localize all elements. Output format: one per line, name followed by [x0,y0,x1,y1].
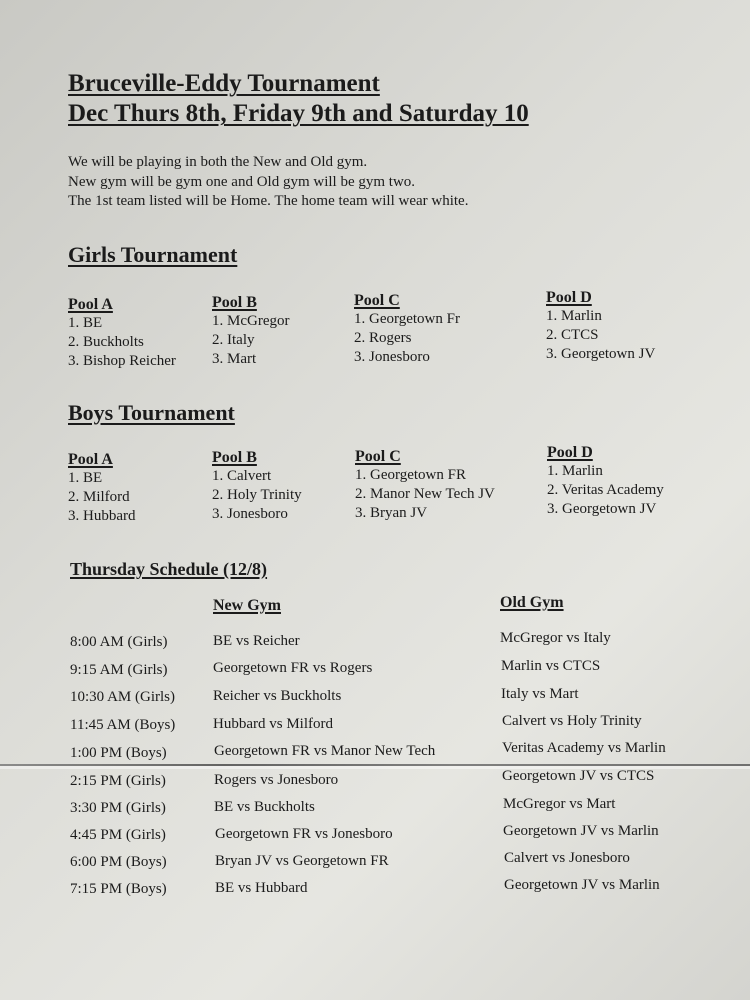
intro-line-1: We will be playing in both the New and Old gym. [68,154,368,170]
pool-team: 3. Georgetown JV [546,346,656,362]
schedule-new-gym-game: Georgetown FR vs Jonesboro [215,826,393,842]
pool-team: 1. Georgetown Fr [354,311,460,327]
boys-pool-a [68,450,136,526]
schedule-time: 4:45 PM (Girls) [70,827,166,843]
girls-pool-b [212,293,289,369]
schedule-old-gym-game: Georgetown JV vs CTCS [502,768,655,784]
pool-team: 2. Italy [212,332,255,348]
schedule-time: 10:30 AM (Girls) [70,689,175,705]
girls-tournament-heading: Girls Tournament [68,242,238,267]
schedule-old-gym-game: Veritas Academy vs Marlin [502,740,666,756]
pool-team: 2. Holy Trinity [212,487,302,503]
pool-team: 3. Bryan JV [355,505,428,521]
pool-heading: Pool D [547,444,593,461]
pool-team: 2. Rogers [354,330,412,346]
pool-team: 1. Calvert [212,468,272,484]
girls-pool-a [68,295,176,371]
pool-team: 3. Jonesboro [212,506,288,522]
pool-team: 2. Veritas Academy [547,482,664,498]
schedule-time: 2:15 PM (Girls) [70,773,166,789]
pool-team: 2. Buckholts [68,334,144,350]
pool-team: 2. Manor New Tech JV [355,486,495,502]
paper-fold-highlight [0,766,750,769]
pool-heading: Pool B [212,449,257,466]
title-line-1: Bruceville-Eddy Tournament [68,70,380,97]
pool-team: 3. Hubbard [68,508,136,524]
schedule-new-gym-game: Rogers vs Jonesboro [214,772,339,788]
schedule-old-gym-game: Calvert vs Holy Trinity [502,713,642,729]
boys-pool-c [355,447,495,523]
title-line-2: Dec Thurs 8th, Friday 9th and Saturday 10 [68,100,529,127]
schedule-title: Thursday Schedule (12/8) [70,559,268,579]
pool-heading: Pool C [354,292,400,309]
schedule-time: 3:30 PM (Girls) [70,800,166,816]
schedule-new-gym-game: BE vs Buckholts [214,799,315,815]
schedule-new-gym-game: Georgetown FR vs Rogers [213,660,373,676]
schedule-old-gym-game: Italy vs Mart [501,686,579,702]
schedule-old-gym-game: McGregor vs Italy [500,630,611,646]
pool-team: 1. BE [68,315,103,331]
pool-heading: Pool B [212,294,257,311]
schedule-new-gym-game: Georgetown FR vs Manor New Tech [214,743,436,759]
intro-line-3: The 1st team listed will be Home. The home team will wear white. [68,193,469,209]
schedule-time: 11:45 AM (Boys) [70,717,176,733]
pool-team: 1. McGregor [212,313,290,329]
schedule-new-gym-game: Bryan JV vs Georgetown FR [215,853,389,869]
schedule-time: 7:15 PM (Boys) [70,881,167,897]
pool-team: 1. Marlin [546,308,602,324]
old-gym-heading: Old Gym [500,594,564,611]
pool-team: 1. Georgetown FR [355,467,466,483]
new-gym-heading: New Gym [213,597,281,614]
pool-team: 3. Bishop Reicher [68,353,176,369]
pool-heading: Pool A [68,296,113,313]
pool-team: 3. Georgetown JV [547,501,657,517]
schedule-old-gym-game: Georgetown JV vs Marlin [503,823,659,839]
schedule-time: 8:00 AM (Girls) [70,634,168,650]
pool-team: 2. CTCS [546,327,599,343]
pool-team: 3. Mart [212,351,257,367]
schedule-old-gym-game: Calvert vs Jonesboro [504,850,630,866]
schedule-time: 6:00 PM (Boys) [70,854,167,870]
pool-team: 1. Marlin [547,463,603,479]
schedule-old-gym-game: Marlin vs CTCS [501,658,601,674]
schedule-time: 1:00 PM (Boys) [70,745,167,761]
schedule-time: 9:15 AM (Girls) [70,662,168,678]
schedule-new-gym-game: BE vs Reicher [213,633,300,649]
girls-pool-d [546,288,655,364]
pool-team: 2. Milford [68,489,130,505]
schedule-new-gym-game: BE vs Hubbard [215,880,308,896]
schedule-old-gym-game: Georgetown JV vs Marlin [504,877,660,893]
pool-team: 1. BE [68,470,103,486]
pool-heading: Pool C [355,448,401,465]
intro-line-2: New gym will be gym one and Old gym will be gym two. [68,174,416,190]
boys-tournament-heading: Boys Tournament [68,400,235,425]
schedule-new-gym-game: Hubbard vs Milford [213,716,333,732]
girls-pool-c [354,291,460,367]
boys-pool-d [547,443,664,519]
schedule-old-gym-game: McGregor vs Mart [503,796,616,812]
pool-heading: Pool A [68,451,113,468]
schedule-new-gym-game: Reicher vs Buckholts [213,688,342,704]
pool-team: 3. Jonesboro [354,349,430,365]
pool-heading: Pool D [546,289,592,306]
boys-pool-b [212,448,302,524]
